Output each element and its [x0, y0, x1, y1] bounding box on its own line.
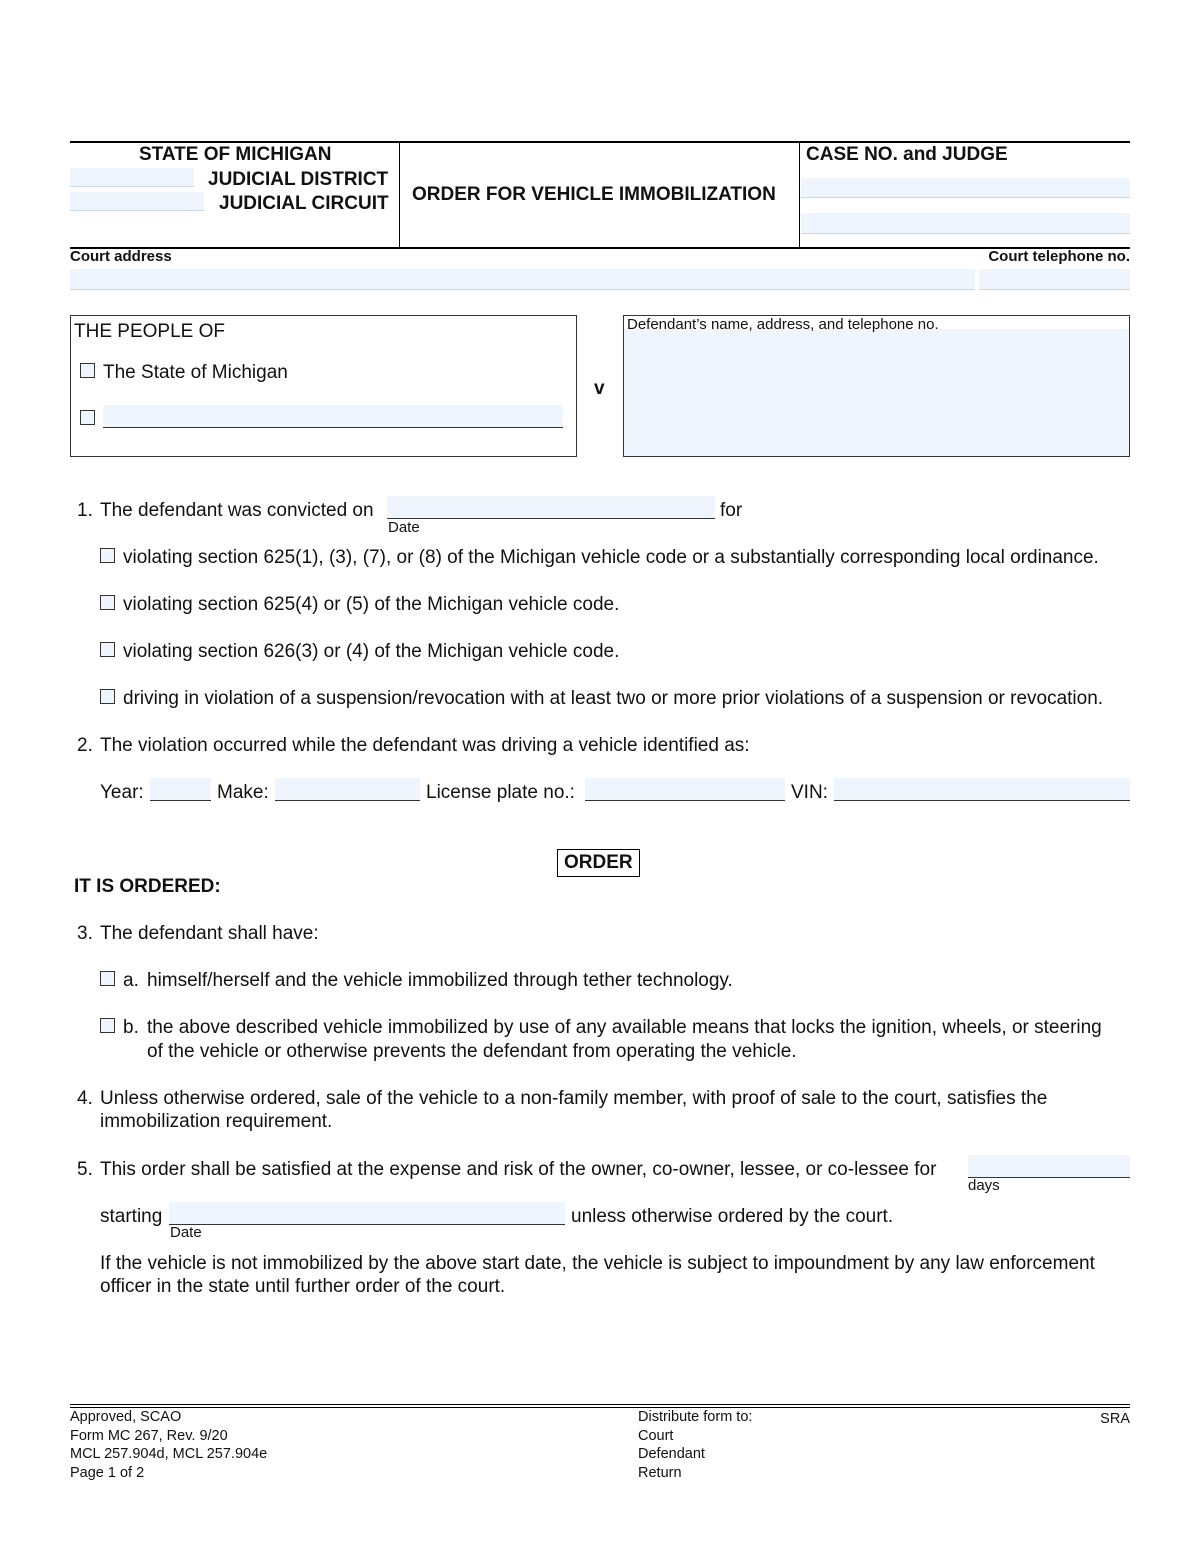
year-field[interactable]	[150, 778, 211, 801]
violation-625-1-checkbox[interactable]	[100, 548, 115, 563]
tether-immobilization-checkbox[interactable]	[100, 971, 115, 986]
violation-625-1-label: violating section 625(1), (3), (7), or (8) of the Michigan vehicle code or a substantially corresponding local ordinance.	[123, 547, 1099, 568]
defendant-info-field[interactable]	[624, 330, 1129, 456]
conviction-date-label: Date	[388, 519, 420, 536]
license-plate-field[interactable]	[585, 778, 785, 801]
footer-rule-bottom	[70, 1407, 1130, 1408]
circuit-number-field[interactable]	[70, 192, 204, 211]
footer-distribute-label: Distribute form to:	[638, 1409, 753, 1425]
judge-field[interactable]	[801, 213, 1130, 234]
days-label: days	[968, 1177, 1000, 1194]
suspension-violation-checkbox[interactable]	[100, 689, 115, 704]
state-of-michigan: STATE OF MICHIGAN	[139, 144, 332, 165]
item-5-line-1: This order shall be satisfied at the expense and risk of the owner, co-owner, lessee, or co-lessee for	[100, 1159, 937, 1180]
header-divider-left	[399, 142, 400, 248]
case-number-field[interactable]	[801, 178, 1130, 198]
start-date-label: Date	[170, 1224, 202, 1241]
item-5-number: 5.	[77, 1159, 93, 1180]
footer-distribute-defendant: Defendant	[638, 1446, 705, 1462]
item-3-text: The defendant shall have:	[100, 923, 319, 944]
days-field[interactable]	[968, 1155, 1130, 1178]
footer-form-number: Form MC 267, Rev. 9/20	[70, 1427, 228, 1444]
versus-label: v	[594, 378, 605, 399]
item-3b-line-2: of the vehicle or otherwise prevents the defendant from operating the vehicle.	[147, 1041, 797, 1062]
make-field[interactable]	[275, 778, 420, 801]
header-divider-right	[799, 142, 800, 248]
unless-ordered-text: unless otherwise ordered by the court.	[571, 1206, 894, 1227]
state-of-michigan-checkbox[interactable]	[80, 363, 95, 378]
conviction-date-field[interactable]	[387, 496, 715, 519]
judicial-district-label: JUDICIAL DISTRICT	[208, 169, 389, 190]
court-telephone-label: Court telephone no.	[988, 248, 1130, 265]
item-1-for: for	[720, 500, 743, 521]
court-address-label: Court address	[70, 248, 172, 265]
year-label: Year:	[100, 782, 144, 803]
item-3-number: 3.	[77, 923, 93, 944]
violation-626-checkbox[interactable]	[100, 642, 115, 657]
court-address-field[interactable]	[70, 269, 975, 290]
item-2-number: 2.	[77, 735, 93, 756]
footer-mcl: MCL 257.904d, MCL 257.904e	[70, 1446, 268, 1462]
item-4-line-2: immobilization requirement.	[100, 1111, 333, 1132]
item-1-number: 1.	[77, 500, 93, 521]
district-number-field[interactable]	[70, 168, 194, 187]
court-telephone-field[interactable]	[979, 269, 1130, 290]
item-3a-text: himself/herself and the vehicle immobilized through tether technology.	[147, 970, 733, 991]
footer-distribute-court: Court	[638, 1427, 674, 1444]
other-plaintiff-checkbox[interactable]	[80, 410, 95, 425]
violation-625-4-label: violating section 625(4) or (5) of the Michigan vehicle code.	[123, 594, 620, 615]
case-no-judge-label: CASE NO. and JUDGE	[806, 144, 1008, 165]
item-4-number: 4.	[77, 1088, 93, 1109]
item-1-text: The defendant was convicted on	[100, 500, 374, 521]
footer-rule-top	[70, 1404, 1130, 1405]
vin-label: VIN:	[791, 782, 828, 803]
order-heading: ORDER	[557, 849, 640, 877]
footer-approved: Approved, SCAO	[70, 1409, 182, 1425]
starting-label: starting	[100, 1206, 163, 1227]
start-date-field[interactable]	[169, 1202, 565, 1225]
make-label: Make:	[217, 782, 269, 803]
item-3b-letter: b.	[123, 1017, 139, 1038]
violation-625-4-checkbox[interactable]	[100, 595, 115, 610]
other-plaintiff-field[interactable]	[103, 405, 563, 428]
vin-field[interactable]	[834, 778, 1130, 801]
item-3b-line-1: the above described vehicle immobilized by use of any available means that locks the ignition, wheels, or steering	[147, 1017, 1102, 1038]
violation-626-label: violating section 626(3) or (4) of the Michigan vehicle code.	[123, 641, 620, 662]
header-bottom-rule	[70, 247, 1130, 249]
defendant-name-label: Defendant’s name, address, and telephone no.	[627, 316, 939, 333]
it-is-ordered-label: IT IS ORDERED:	[74, 876, 221, 897]
footer-sra: SRA	[1100, 1411, 1130, 1427]
footer-distribute-return: Return	[638, 1464, 682, 1481]
form-title: ORDER FOR VEHICLE IMMOBILIZATION	[412, 184, 776, 205]
state-of-michigan-option-label: The State of Michigan	[103, 362, 288, 383]
people-of-label: THE PEOPLE OF	[74, 321, 225, 342]
impoundment-note-line-1: If the vehicle is not immobilized by the above start date, the vehicle is subject to impoundment by any law enforcement	[100, 1253, 1095, 1274]
item-3a-letter: a.	[123, 970, 139, 991]
vehicle-immobilization-checkbox[interactable]	[100, 1018, 115, 1033]
judicial-circuit-label: JUDICIAL CIRCUIT	[219, 193, 389, 214]
impoundment-note-line-2: officer in the state until further order of the court.	[100, 1276, 506, 1297]
item-2-text: The violation occurred while the defendant was driving a vehicle identified as:	[100, 735, 750, 756]
suspension-violation-label: driving in violation of a suspension/revocation with at least two or more prior violations of a suspension or revocation.	[123, 688, 1104, 709]
header-top-rule	[70, 141, 1130, 143]
footer-page: Page 1 of 2	[70, 1464, 145, 1481]
license-plate-label: License plate no.:	[426, 782, 575, 803]
item-4-line-1: Unless otherwise ordered, sale of the vehicle to a non-family member, with proof of sale to the court, satisfies the	[100, 1088, 1048, 1109]
